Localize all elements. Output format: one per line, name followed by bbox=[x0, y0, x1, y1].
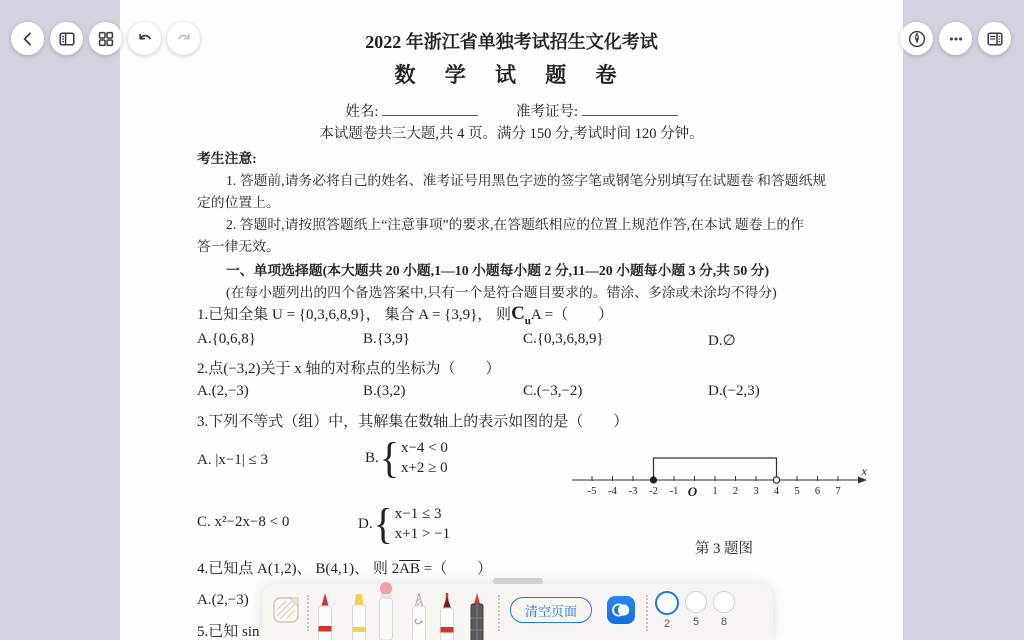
svg-text:-5: -5 bbox=[587, 486, 597, 497]
q4-option-a: A.(2,−3) bbox=[197, 592, 249, 608]
page-layout-button[interactable] bbox=[50, 22, 83, 55]
q1-option-b: B.{3,9} bbox=[363, 331, 410, 347]
section-note: (在每小题列出的四个备选答案中,只有一个是符合题目要求的。错涂、多涂或未涂均不得分) bbox=[226, 285, 777, 300]
stroke-size-8[interactable]: 8 bbox=[709, 591, 739, 628]
reader-view-icon bbox=[986, 30, 1004, 48]
notice-heading: 考生注意: bbox=[197, 151, 257, 166]
svg-text:3: 3 bbox=[753, 486, 759, 497]
redo-icon bbox=[175, 30, 193, 48]
red-marker-tool[interactable] bbox=[314, 593, 336, 640]
paper-template-button[interactable] bbox=[272, 596, 300, 629]
clear-page-button[interactable]: 清空页面 bbox=[510, 597, 592, 623]
svg-text:1: 1 bbox=[712, 486, 718, 497]
name-blank bbox=[382, 101, 478, 116]
question-2-stem: 2.点(−3,2)关于 x 轴的对称点的坐标为（ ） bbox=[197, 361, 501, 377]
svg-text:5: 5 bbox=[794, 486, 800, 497]
svg-text:7: 7 bbox=[835, 486, 841, 497]
q2-option-a: A.(2,−3) bbox=[197, 383, 249, 399]
exam-id-label: 准考证号: bbox=[516, 104, 579, 120]
yellow-highlighter-tool[interactable] bbox=[348, 593, 370, 640]
svg-text:-4: -4 bbox=[608, 486, 617, 497]
exam-info-line: 本试题卷共三大题,共 4 页。满分 150 分,考试时间 120 分钟。 bbox=[319, 126, 704, 142]
stroke-size-ring bbox=[655, 591, 679, 615]
reader-view-button[interactable] bbox=[978, 22, 1011, 55]
q1-option-d: D.∅ bbox=[708, 333, 736, 349]
toolbar-divider bbox=[498, 595, 500, 631]
pen-toolbar bbox=[262, 584, 773, 640]
notice-line: 2. 答题时,请按照答题纸上“注意事项”的要求,在答题纸相应的位置上规范作答,在本试 题卷上的作 bbox=[226, 217, 804, 232]
q1-option-c: C.{0,3,6,8,9} bbox=[523, 331, 604, 347]
page-layout-icon bbox=[58, 30, 76, 48]
stroke-size-2[interactable]: 2 bbox=[652, 591, 682, 630]
svg-text:-2: -2 bbox=[649, 486, 658, 497]
pattern-pen-icon bbox=[408, 593, 430, 640]
red-marker-icon bbox=[314, 593, 336, 640]
eraser-tool[interactable] bbox=[375, 582, 397, 640]
grid-view-button[interactable] bbox=[89, 22, 122, 55]
name-label: 姓名: bbox=[345, 104, 379, 120]
question-1-stem: 1.已知全集 U = {0,3,6,8,9}， 集合 A = {3,9}， 则$C_uA$ =（ ） bbox=[197, 303, 614, 327]
toolbar-divider bbox=[307, 595, 309, 631]
tape-ruler-tool[interactable] bbox=[466, 593, 488, 640]
stroke-size-ring bbox=[713, 591, 735, 613]
svg-text:x: x bbox=[861, 464, 867, 478]
yellow-highlighter-icon bbox=[348, 593, 370, 640]
question-4-stem: 4.已知点 A(1,2)、 B(4,1)、 则 $2\overline{AB}$ =（ ） bbox=[197, 561, 493, 577]
q2-option-b: B.(3,2) bbox=[363, 383, 406, 399]
svg-text:4: 4 bbox=[773, 486, 780, 497]
grid-icon bbox=[97, 30, 115, 48]
q3-option-b: B. { x−4 < 0 x+2 ≥ 0 bbox=[365, 433, 448, 482]
redo-button[interactable] bbox=[167, 22, 200, 55]
question-5-stem: 5.已知 sin bbox=[197, 624, 260, 640]
back-button[interactable] bbox=[11, 22, 44, 55]
annotate-mode-button[interactable] bbox=[900, 22, 933, 55]
svg-text:2: 2 bbox=[732, 486, 739, 497]
section-heading: 一、单项选择题(本大题共 20 小题,1—10 小题每小题 2 分,11—20 小题每小题 3 分,共 50 分) bbox=[226, 263, 770, 278]
exam-subtitle: 数 学 试 题 卷 bbox=[394, 63, 629, 87]
figure-caption: 第 3 题图 bbox=[695, 541, 753, 557]
svg-text:6: 6 bbox=[814, 486, 821, 497]
toolbar-divider bbox=[646, 595, 648, 631]
tape-ruler-icon bbox=[466, 593, 488, 640]
pattern-pen-tool[interactable] bbox=[408, 593, 430, 640]
notice-line: 答一律无效。 bbox=[197, 239, 280, 254]
q2-option-c: C.(−3,−2) bbox=[523, 383, 583, 399]
notice-line: 1. 答题前,请务必将自己的姓名、准考证号用黑色字迹的签字笔或钢笔分别填写在试题卷 和答题纸规 bbox=[226, 173, 827, 188]
svg-text:-3: -3 bbox=[628, 486, 638, 497]
exam-title: 2022 年浙江省单独考试招生文化考试 bbox=[365, 32, 658, 52]
q1-option-a: A.{0,6,8} bbox=[197, 331, 256, 347]
stroke-size-ring bbox=[685, 591, 707, 613]
q3-option-a: A. |x−1| ≤ 3 bbox=[197, 452, 269, 468]
exam-id-blank bbox=[582, 101, 678, 116]
red-ink-pen-icon bbox=[436, 593, 458, 640]
toolbar-drag-handle[interactable] bbox=[493, 578, 543, 584]
undo-icon bbox=[136, 30, 154, 48]
svg-text:-1: -1 bbox=[669, 486, 679, 497]
undo-button[interactable] bbox=[128, 22, 161, 55]
svg-text:O: O bbox=[687, 484, 698, 499]
question-3-stem: 3.下列不等式（组）中，其解集在数轴上的表示如图的是（ ） bbox=[197, 414, 629, 430]
document-page[interactable] bbox=[120, 0, 903, 640]
more-button[interactable] bbox=[939, 22, 972, 55]
pen-nib-icon bbox=[907, 29, 927, 49]
ellipsis-icon bbox=[947, 30, 965, 48]
name-line bbox=[120, 100, 903, 121]
stroke-size-5[interactable]: 5 bbox=[681, 591, 711, 628]
q3-option-d: D. { x−1 ≤ 3 x+1 > −1 bbox=[358, 499, 451, 548]
notice-line: 定的位置上。 bbox=[197, 195, 280, 210]
number-line-figure bbox=[570, 444, 875, 504]
q3-option-c: C. x²−2x−8 < 0 bbox=[197, 514, 290, 530]
chevron-left-icon bbox=[19, 30, 37, 48]
paper-template-icon bbox=[272, 596, 300, 624]
eraser-icon bbox=[375, 582, 397, 640]
color-opacity-button[interactable] bbox=[607, 596, 635, 624]
red-ink-pen-tool[interactable] bbox=[436, 593, 458, 640]
overlapping-circles-icon bbox=[610, 599, 632, 621]
q2-option-d: D.(−2,3) bbox=[708, 383, 760, 399]
